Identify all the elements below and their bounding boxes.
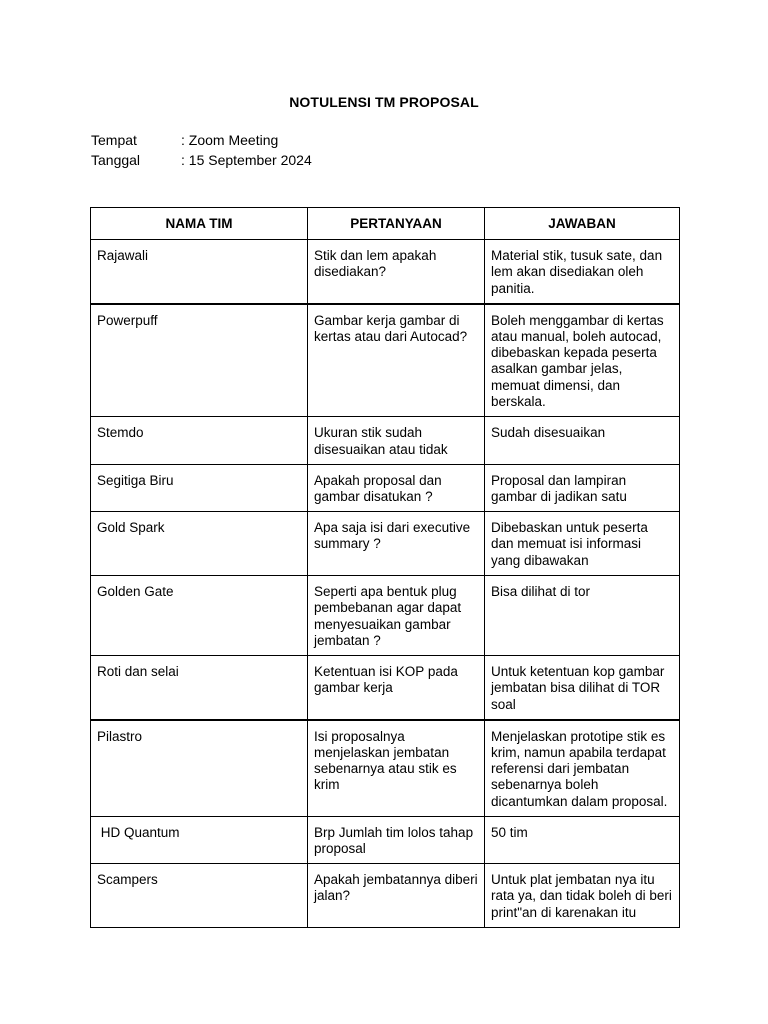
answer-cell: Bisa dilihat di tor [485,576,680,656]
team-name: Rajawali [91,240,308,304]
table-row [91,417,680,464]
table-row [91,720,680,817]
table-row [91,240,680,304]
table-row [91,512,680,576]
team-name: Roti dan selai [91,656,308,720]
tanggal-label: Tanggal [91,152,141,168]
question-cell: Seperti apa bentuk plug pembebanan agar dapat menyesuaikan gambar jembatan ? [308,576,485,656]
table-row [91,576,680,656]
table-row [91,656,680,720]
answer-cell: Untuk ketentuan kop gambar jembatan bisa dilihat di TOR soal [485,656,680,720]
table-row [91,304,680,417]
answer-cell: Sudah disesuaikan [485,417,680,464]
meta-tempat [91,131,391,149]
question-cell: Ukuran stik sudah disesuaikan atau tidak [308,417,485,464]
header-nama-tim: NAMA TIM [91,208,308,240]
document-title: NOTULENSI TM PROPOSAL [289,94,479,110]
table-row [91,464,680,511]
answer-cell: Boleh menggambar di kertas atau manual, boleh autocad, dibebaskan kepada peserta asalkan gambar jelas, memuat dimensi, dan berskala. [485,304,680,417]
table-row [91,864,680,928]
team-name: Segitiga Biru [91,464,308,511]
table-row [91,816,680,863]
question-cell: Ketentuan isi KOP pada gambar kerja [308,656,485,720]
header-jawaban: JAWABAN [485,208,680,240]
question-cell: Brp Jumlah tim lolos tahap proposal [308,816,485,863]
tanggal-value: : 15 September 2024 [181,152,312,168]
team-name: Stemdo [91,417,308,464]
team-name: Powerpuff [91,304,308,417]
header-pertanyaan: PERTANYAAN [308,208,485,240]
question-cell: Apa saja isi dari executive summary ? [308,512,485,576]
answer-cell: 50 tim [485,816,680,863]
answer-cell: Material stik, tusuk sate, dan lem akan disediakan oleh panitia. [485,240,680,304]
team-name: Scampers [91,864,308,928]
question-cell: Apakah jembatannya diberi jalan? [308,864,485,928]
team-name: HD Quantum [91,816,308,863]
table-header-row [91,208,680,240]
question-cell: Isi proposalnya menjelaskan jembatan sebenarnya atau stik es krim [308,720,485,817]
tempat-label: Tempat [91,132,137,148]
team-name: Gold Spark [91,512,308,576]
meta-tanggal [91,151,391,169]
answer-cell: Menjelaskan prototipe stik es krim, namun apabila terdapat referensi dari jembatan sebenarnya boleh dicantumkan dalam proposal. [485,720,680,817]
qa-table [90,207,680,928]
question-cell: Gambar kerja gambar di kertas atau dari Autocad? [308,304,485,417]
answer-cell: Proposal dan lampiran gambar di jadikan satu [485,464,680,511]
tempat-value: : Zoom Meeting [181,132,279,148]
answer-cell: Dibebaskan untuk peserta dan memuat isi informasi yang dibawakan [485,512,680,576]
team-name: Golden Gate [91,576,308,656]
question-cell: Apakah proposal dan gambar disatukan ? [308,464,485,511]
answer-cell: Untuk plat jembatan nya itu rata ya, dan tidak boleh di beri print"an di karenakan itu [485,864,680,928]
team-name: Pilastro [91,720,308,817]
question-cell: Stik dan lem apakah disediakan? [308,240,485,304]
